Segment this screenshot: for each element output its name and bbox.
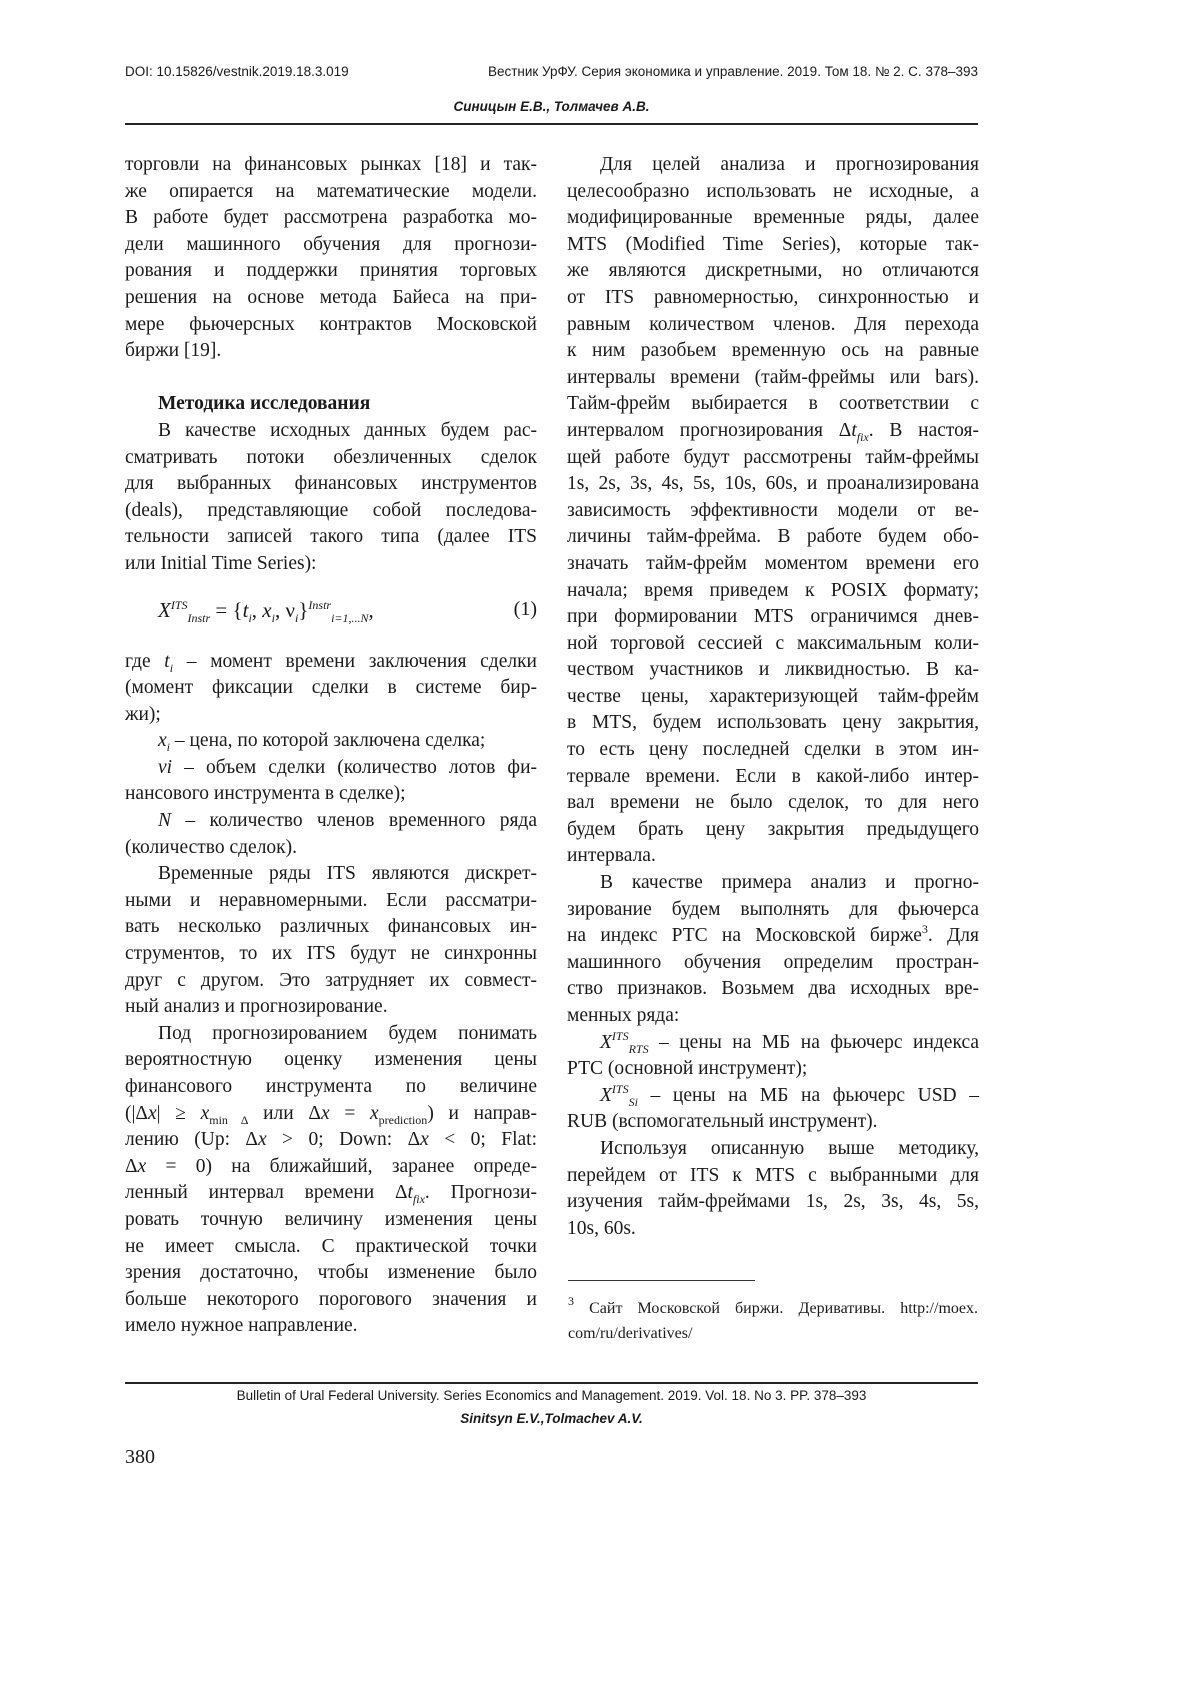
text-run: на индекс РТС на Московской бирже	[567, 925, 922, 946]
math-run: x	[321, 1103, 330, 1124]
text-line: к ним разобьем временную ось на равные	[567, 338, 979, 365]
math-run: x	[158, 730, 167, 751]
text-line	[125, 1180, 537, 1207]
text-line: зрения достаточно, чтобы изменение было	[125, 1260, 537, 1287]
math-run: 3	[568, 1294, 574, 1308]
text-line: В работе будет рассмотрена разработка мо-	[125, 205, 537, 232]
text-run: Под прогнозированием будем понимать	[158, 1023, 537, 1044]
footer-authors: Sinitsyn E.V.,Tolmachev A.V.	[0, 1411, 1103, 1426]
math-run: i=1,...N	[331, 611, 368, 625]
text-line	[567, 152, 979, 179]
text-line: не имеет смысла. С практической точки	[125, 1234, 537, 1261]
text-run: или Δ	[248, 1103, 321, 1124]
text-line	[567, 1109, 979, 1136]
text-run: – объем сделки (количество лотов фи-	[172, 757, 537, 778]
text-line: целесообразно использовать не исходные, а	[567, 179, 979, 206]
text-line: значать тайм-фрейм моментом времени его	[567, 551, 979, 578]
text-run: жи);	[125, 704, 161, 725]
text-line	[125, 338, 537, 365]
text-line: ными и неравномерными. Если рассматри-	[125, 888, 537, 915]
text-run: – количество членов временного ряда	[171, 810, 537, 831]
text-line	[567, 418, 979, 445]
text-run: В качестве примера анализ и прогно-	[600, 872, 979, 893]
math-run: i	[272, 611, 275, 625]
text-line: изучения тайм-фреймами 1s, 2s, 3s, 4s, 5s,	[567, 1189, 979, 1216]
text-line: дели машинного обучения для прогнози-	[125, 232, 537, 259]
text-line	[125, 418, 537, 445]
footer-citation: Bulletin of Ural Federal University. Series Economics and Management. 2019. Vol. 18. No 3. PP. 378–393	[0, 1388, 1103, 1403]
text-line: честве цены, характеризующей тайм-фрейм	[567, 684, 979, 711]
text-run: . В настоя-	[869, 420, 979, 441]
text-line: решения на основе метода Байеса на при-	[125, 285, 537, 312]
text-run: | ≥	[157, 1103, 201, 1124]
text-line: то есть цену последней сделки в этом ин-	[567, 737, 979, 764]
text-line	[567, 1136, 979, 1163]
text-line: мере фьючерсных контрактов Московской	[125, 312, 537, 339]
text-run: = 0) на ближайший, заранее опреде-	[146, 1156, 537, 1177]
math-run: ITS	[171, 598, 188, 612]
text-line: тервале времени. Если в какой-либо интер-	[567, 764, 979, 791]
math-run: Si	[629, 1095, 638, 1109]
journal-citation: Вестник УрФУ. Серия экономика и управление. 2019. Том 18. № 2. С. 378–393	[488, 64, 978, 79]
doi: DOI: 10.15826/vestnik.2019.18.3.019	[125, 64, 349, 79]
text-line: от ITS равномерностью, синхронностью и	[567, 285, 979, 312]
footnote-rule	[568, 1280, 755, 1281]
text-run: – цены на МБ на фьючерс USD –	[638, 1085, 979, 1106]
right-column	[567, 152, 979, 1242]
math-run: t	[408, 1182, 413, 1203]
text-run: нансового инструмента в сделке);	[125, 783, 405, 804]
math-run: X	[600, 1085, 612, 1106]
text-line: друг с другом. Это затрудняет их совмест-	[125, 968, 537, 995]
text-line	[568, 1296, 978, 1321]
text-line: ной торговой сессией с максимальным коли-	[567, 631, 979, 658]
text-run: > 0; Down: Δ	[267, 1129, 421, 1150]
text-run: биржи [19].	[125, 340, 221, 361]
text-line	[567, 1056, 979, 1083]
text-line: больше некоторого порогового значения и	[125, 1287, 537, 1314]
text-line	[125, 994, 537, 1021]
text-run: , ν	[275, 598, 295, 622]
math-run: X	[158, 598, 171, 622]
text-line: будем брать цену закрытия предыдущего	[567, 817, 979, 844]
text-line: ство признаков. Возьмем два исходных вре-	[567, 976, 979, 1003]
section-heading	[125, 391, 537, 418]
equation-body	[158, 598, 374, 623]
text-run: – момент времени заключения сделки	[173, 651, 537, 672]
text-run: РТС (основной инструмент);	[567, 1058, 807, 1079]
text-line: вероятностную оценку изменения цены	[125, 1047, 537, 1074]
text-line: модифицированные временные ряды, далее	[567, 205, 979, 232]
math-run: X	[600, 1032, 612, 1053]
text-run: . Для	[928, 925, 979, 946]
math-run: x	[201, 1103, 210, 1124]
text-line	[568, 1321, 978, 1346]
header-rule	[125, 123, 978, 125]
text-line: интервалы времени (тайм-фреймы или bars).	[567, 365, 979, 392]
text-line: рования и поддержки принятия торговых	[125, 258, 537, 285]
math-run: vi	[158, 757, 172, 778]
text-line	[567, 1216, 979, 1243]
text-line	[567, 1083, 979, 1110]
text-line: при формировании MTS ограничимся днев-	[567, 604, 979, 631]
text-line	[567, 870, 979, 897]
text-run: }	[298, 598, 308, 622]
text-line	[125, 1127, 537, 1154]
math-run: i	[170, 661, 173, 675]
math-run: Instr	[188, 611, 211, 625]
text-run: = {	[210, 598, 242, 622]
text-line: MTS (Modified Time Series), которые так-	[567, 232, 979, 259]
text-line	[567, 843, 979, 870]
text-line	[125, 1313, 537, 1340]
text-line: щей работе будут рассмотрены тайм-фреймы	[567, 445, 979, 472]
text-run: ,	[369, 598, 374, 622]
math-run: 3	[922, 922, 928, 936]
text-line: (момент фиксации сделки в системе бир-	[125, 675, 537, 702]
text-run: Методика исследования	[158, 393, 370, 414]
text-line: ровать точную величину изменения цены	[125, 1207, 537, 1234]
text-line: сматривать потоки обезличенных сделок	[125, 445, 537, 472]
text-run: com/ru/derivatives/	[568, 1325, 692, 1342]
text-run: В качестве исходных данных будем рас-	[158, 420, 537, 441]
text-line: личины тайм-фрейма. В работе будем обо-	[567, 524, 979, 551]
math-run: x	[258, 1129, 267, 1150]
math-run: t	[164, 651, 169, 672]
text-run: . Прогнози-	[425, 1182, 537, 1203]
text-line: перейдем от ITS к MTS с выбранными для	[567, 1163, 979, 1190]
equation	[125, 578, 537, 649]
text-line: (deals), представляющие собой последова-	[125, 498, 537, 525]
text-line	[567, 1030, 979, 1057]
math-run: x	[148, 1103, 157, 1124]
text-line	[125, 1154, 537, 1181]
text-line: струментов, то их ITS будут не синхронны	[125, 941, 537, 968]
text-run: ,	[252, 598, 263, 622]
text-run: имело нужное направление.	[125, 1315, 358, 1336]
text-line	[567, 923, 979, 950]
text-line: начала; время приведем к POSIX формату;	[567, 578, 979, 605]
equation-number: (1)	[514, 598, 537, 621]
text-run: ) и направ-	[427, 1103, 537, 1124]
text-run: или Initial Time Series):	[125, 553, 316, 574]
text-line: зависимость эффективности модели от ве-	[567, 498, 979, 525]
math-run: ITS	[612, 1029, 629, 1043]
text-run: – цена, по которой заключена сделка;	[170, 730, 485, 751]
text-line	[125, 781, 537, 808]
math-run: i	[248, 611, 251, 625]
math-run: x	[370, 1103, 379, 1124]
text-run: – цены на МБ на фьючерс индекса	[649, 1032, 979, 1053]
text-run: Сайт Московской биржи. Деривативы. http://moex.	[574, 1300, 978, 1317]
text-run: интервала.	[567, 845, 656, 866]
math-run: i	[167, 740, 170, 754]
text-run: < 0; Flat:	[429, 1129, 537, 1150]
text-run: Временные ряды ITS являются дискрет-	[158, 863, 537, 884]
text-run: лению (Up: Δ	[125, 1129, 258, 1150]
footer-rule	[125, 1382, 978, 1384]
text-line: для выбранных финансовых инструментов	[125, 471, 537, 498]
math-run: prediction	[379, 1113, 428, 1127]
math-run: x	[138, 1156, 147, 1177]
math-run: RTS	[629, 1042, 649, 1056]
blank-line	[125, 365, 537, 392]
math-run: i	[295, 611, 298, 625]
text-line: равным количеством членов. Для перехода	[567, 312, 979, 339]
text-line: финансового инструмента по величине	[125, 1074, 537, 1101]
math-run: fix	[413, 1192, 425, 1206]
text-line: 1s, 2s, 3s, 4s, 5s, 10s, 60s, и проанализирована	[567, 471, 979, 498]
text-line: зирование будем выполнять для фьючерса	[567, 897, 979, 924]
page-number: 380	[125, 1446, 155, 1469]
text-line	[125, 1021, 537, 1048]
text-line	[125, 1101, 537, 1128]
text-line	[125, 649, 537, 676]
text-run: RUB (вспомогательный инструмент).	[567, 1111, 878, 1132]
text-line	[125, 755, 537, 782]
text-run: Δ	[125, 1156, 138, 1177]
text-line	[125, 551, 537, 578]
text-run: ленный интервал времени Δ	[125, 1182, 408, 1203]
math-run: fix	[857, 430, 869, 444]
math-run: x	[420, 1129, 429, 1150]
math-run: Instr	[308, 598, 331, 612]
text-run: 10s, 60s.	[567, 1218, 636, 1239]
text-run: менных ряда:	[567, 1005, 679, 1026]
math-run: x	[262, 598, 271, 622]
math-run: t	[243, 598, 249, 622]
text-run: (количество сделок).	[125, 837, 297, 858]
text-line: машинного обучения определим простран-	[567, 950, 979, 977]
text-run: интервалом прогнозирования Δ	[567, 420, 851, 441]
text-line	[125, 835, 537, 862]
text-run: (|Δ	[125, 1103, 148, 1124]
footnote	[568, 1296, 978, 1346]
text-line	[125, 702, 537, 729]
text-line: тельности записей такого типа (далее ITS	[125, 524, 537, 551]
text-line: в MTS, будем использовать цену закрытия,	[567, 710, 979, 737]
text-line: вать несколько различных финансовых ин-	[125, 914, 537, 941]
math-run: min Δ	[209, 1113, 248, 1127]
text-run: Используя описанную выше методику,	[600, 1138, 979, 1159]
text-line: торговли на финансовых рынках [18] и так-	[125, 152, 537, 179]
text-line: же опирается на математические модели.	[125, 179, 537, 206]
text-run: Для целей анализа и прогнозирования	[600, 154, 979, 175]
text-run: ный анализ и прогнозирование.	[125, 996, 388, 1017]
text-line	[567, 1003, 979, 1030]
text-line: же являются дискретными, но отличаются	[567, 258, 979, 285]
running-head-authors: Синицын Е.В., Толмачев А.В.	[0, 99, 1103, 114]
math-run: t	[851, 420, 856, 441]
text-line	[125, 808, 537, 835]
text-run: =	[330, 1103, 370, 1124]
text-line: Тайм-фрейм выбирается в соответствии с	[567, 391, 979, 418]
math-run: ITS	[612, 1082, 629, 1096]
math-run: N	[158, 810, 171, 831]
text-line	[125, 861, 537, 888]
text-line: чеством участников и ликвидностью. В ка-	[567, 657, 979, 684]
text-run: где	[125, 651, 164, 672]
left-column	[125, 152, 537, 1340]
text-line: вал времени не было сделок, то для него	[567, 790, 979, 817]
text-line	[125, 728, 537, 755]
